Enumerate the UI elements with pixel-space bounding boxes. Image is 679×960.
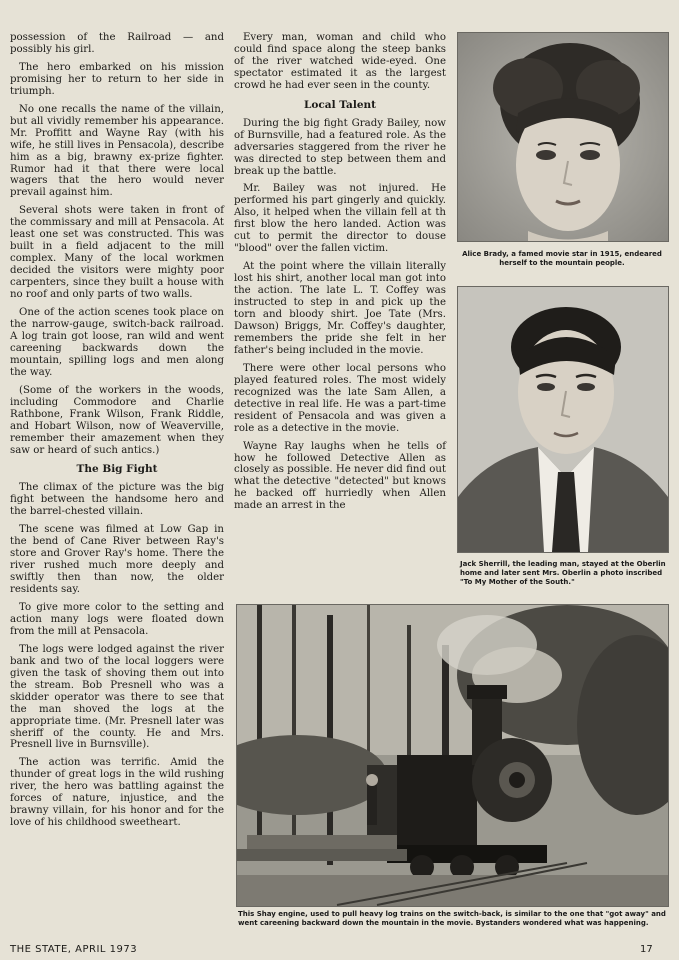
jack-sherrill-caption: Jack Sherrill, the leading man, stayed at the Oberlin home and later sent Mrs. Oberlin a photo inscribed "To My Mother of the South." bbox=[460, 560, 666, 586]
page-number: 17 bbox=[640, 944, 653, 955]
paragraph: possession of the Railroad — and possibly his girl. bbox=[10, 32, 224, 55]
paragraph: At the point where the villain literally lost his shirt, another local man got into the action. The late L. T. Coffey was instructed to step in and pick up the torn and bloody shirt. Joe Tate (Mrs. Dawson) Briggs, Mr. Coffey's daughter, remembers the pride she felt in her father's being included in the movie. bbox=[234, 261, 446, 356]
paragraph: One of the action scenes took place on the narrow-gauge, switch-back railroad. A log train got loose, ran wild and went careening backwards down the mountain, spilling logs and men along the way. bbox=[10, 307, 224, 378]
section-heading-local-talent: Local Talent bbox=[304, 98, 376, 111]
paragraph: There were other local persons who played featured roles. The most widely recognized was the late Sam Allen, a detective in real life. He was a part-time resident of Pensacola and was given a role as a detective in the movie. bbox=[234, 362, 446, 434]
publication-footer: THE STATE, APRIL 1973 bbox=[10, 944, 138, 955]
article-column-middle bbox=[234, 32, 446, 518]
alice-brady-photo bbox=[457, 32, 669, 242]
shay-engine-photo bbox=[236, 604, 669, 907]
paragraph: No one recalls the name of the villain, but all vividly remember his appearance. Mr. Proffitt and Wayne Ray (with his wife, he still lives in Pensacola), describe him as a big, brawny ex-prize fighter. Rumor had it that there were local wagers that the hero would never prevail against him. bbox=[10, 103, 224, 199]
paragraph: During the big fight Grady Bailey, now of Burnsville, had a featured role. As the adversaries staggered from the river he was directed to step between them and break up the battle. bbox=[234, 117, 446, 177]
paragraph: The climax of the picture was the big fight between the handsome hero and the barrel-chested villain. bbox=[10, 482, 224, 518]
section-heading-big-fight: The Big Fight bbox=[76, 463, 158, 476]
paragraph: The scene was filmed at Low Gap in the bend of Cane River between Ray's store and Grover Ray's home. There the river rushed much more deeply and swiftly then than now, the older residents say. bbox=[10, 524, 224, 596]
paragraph: The action was terrific. Amid the thunder of great logs in the wild rushing river, the hero was battling against the forces of nature, injustice, and the brawny villain, for his honor and for the love of his childhood sweetheart. bbox=[10, 757, 224, 829]
jack-sherrill-photo bbox=[457, 286, 669, 553]
paragraph: To give more color to the setting and action many logs were floated down from the mill at Pensacola. bbox=[10, 601, 224, 637]
paragraph: Mr. Bailey was not injured. He performed his part gingerly and quickly. Also, it helped when the villain fell at th first blow the hero landed. Action was cut to permit the director to douse "blood" over the fallen victim. bbox=[234, 183, 446, 255]
paragraph: The hero embarked on his mission promising her to return to her side in triumph. bbox=[10, 61, 224, 97]
paragraph: The logs were lodged against the river bank and two of the local loggers were given the task of shoving them out into the stream. Bob Presnell who was a skidder operator was there to see that the man shoved the logs at the appropriate time. (Mr. Presnell later was sheriff of the county. He and Mrs. Presnell live in Burnsville). bbox=[10, 643, 224, 751]
paragraph: (Some of the workers in the woods, including Commodore and Charlie Rathbone, Frank Wilson, Frank Riddle, and Hobart Wilson, now of Weaverville, remember their amazement when they saw or heard of such antics.) bbox=[10, 384, 224, 456]
shay-engine-caption: This Shay engine, used to pull heavy log trains on the switch-back, is similar to the one that "got away" and went careening backward down the mountain in the movie. Bystanders wondered what was happening. bbox=[238, 910, 666, 927]
paragraph: Wayne Ray laughs when he tells of how he followed Detective Allen as closely as possible. He never did find out what the detective "detected" but knows he backed off hurriedly when Allen made an arrest in the bbox=[234, 440, 446, 512]
paragraph: Several shots were taken in front of the commissary and mill at Pensacola. At least one set was constructed. This was built in a field adjacent to the mill complex. Many of the local workmen decided the visitors were mighty poor carpenters, since they built a house with no roof and only parts of two walls. bbox=[10, 205, 224, 301]
article-column-left bbox=[10, 32, 224, 835]
alice-brady-caption: Alice Brady, a famed movie star in 1915, endeared herself to the mountain people. bbox=[462, 250, 662, 267]
paragraph: Every man, woman and child who could find space along the steep banks of the river watched wide-eyed. One spectator estimated it as the largest crowd he had ever seen in the county. bbox=[234, 32, 446, 91]
